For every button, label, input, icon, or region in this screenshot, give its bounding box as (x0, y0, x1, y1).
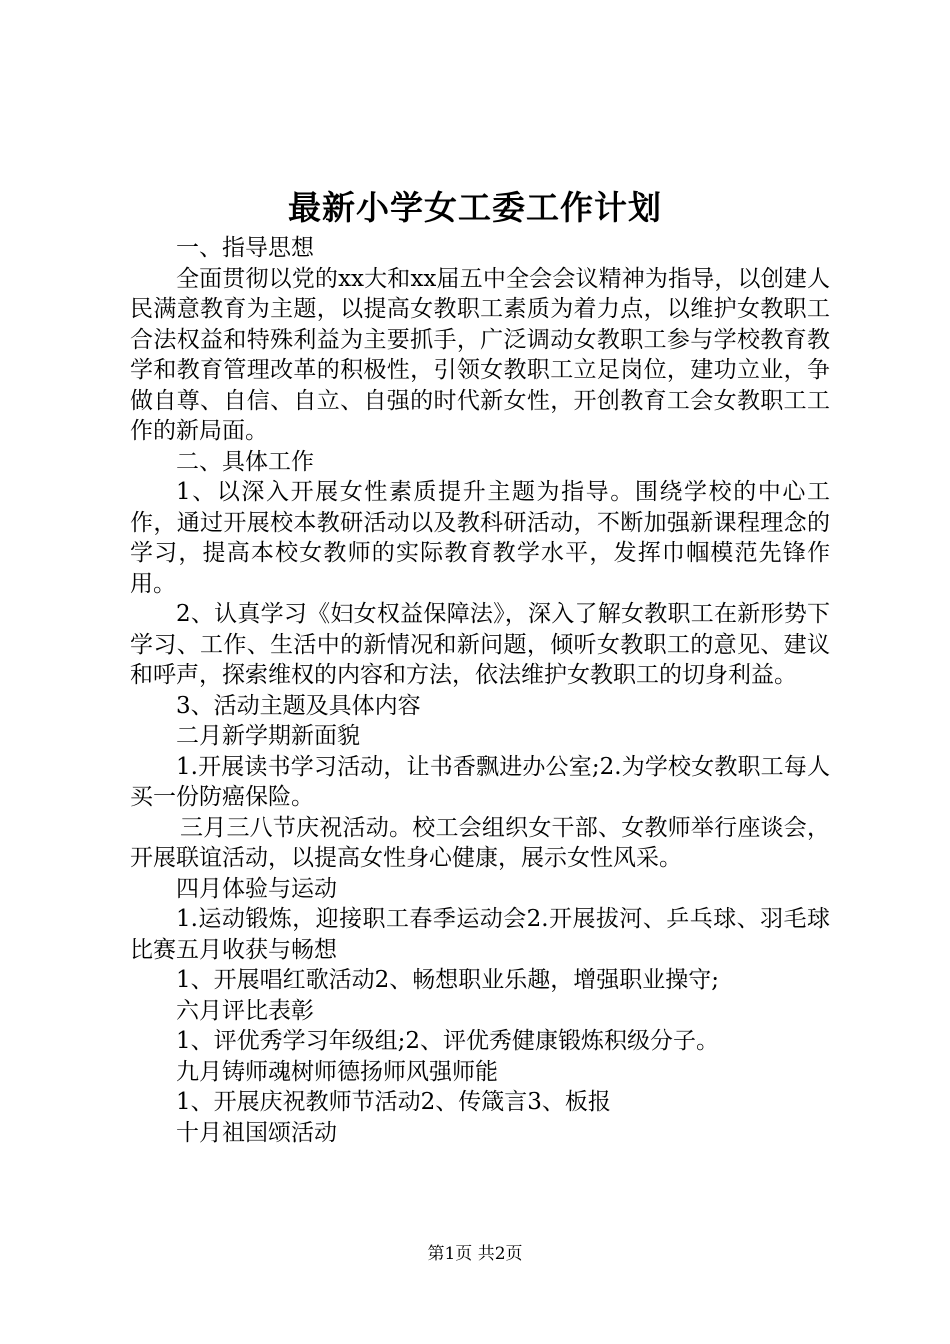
paragraph-june-content: 1、评优秀学习年级组;2、评优秀健康锻炼积级分子。 (176, 1028, 720, 1054)
paragraph-february-content: 1.开展读书学习活动，让书香飘进办公室;2.为学校女教职工每人买一份防癌保险。 (130, 753, 830, 810)
paragraph-september-content: 1、开展庆祝教师节活动2、传箴言3、板报 (176, 1089, 611, 1115)
document-body (130, 233, 830, 1148)
paragraph-work-item-3: 3、活动主题及具体内容 (176, 692, 421, 719)
paragraph-guiding-ideology: 全面贯彻以党的xx大和xx届五中全会会议精神为指导，以创建人民满意教育为主题，以提高女教职工素质为着力点，以维护女教职工合法权益和特殊利益为主要抓手，广泛调动女教职工参与学校教育教学和教育管理改革的积极性，引领女教职工立足岗位，建功立业，争做自尊、自信、自立、自强的时代新女性，开创教育工会女教职工工作的新局面。 (130, 265, 830, 444)
paragraph-april-heading: 四月体验与运动 (176, 875, 337, 902)
paragraph-work-item-2: 2、认真学习《妇女权益保障法》，深入了解女教职工在新形势下学习、工作、生活中的新情况和新问题，倾听女教职工的意见、建议和呼声，探索维权的内容和方法，依法维护女教职工的切身利益。 (130, 601, 830, 688)
document-title: 最新小学女工委工作计划 (288, 188, 662, 227)
paragraph-october-heading: 十月祖国颂活动 (176, 1119, 337, 1146)
paragraph-february-heading: 二月新学期新面貌 (176, 723, 360, 749)
paragraph-work-item-1: 1、以深入开展女性素质提升主题为指导。围绕学校的中心工作，通过开展校本教研活动以及教科研活动，不断加强新课程理念的学习，提高本校女教师的实际教育教学水平，发挥巾帼模范先锋作用。 (130, 479, 830, 597)
paragraph-june-heading: 六月评比表彰 (176, 997, 314, 1024)
paragraph-april-content: 1.运动锻炼，迎接职工春季运动会2.开展拔河、乒乓球、羽毛球比赛五月收获与畅想 (130, 906, 830, 963)
paragraph-march-content: 三月三八节庆祝活动。校工会组织女干部、女教师举行座谈会，开展联谊活动，以提高女性身心健康，展示女性风采。 (130, 814, 830, 871)
section-heading-guiding-ideology: 一、指导思想 (176, 235, 314, 261)
paragraph-september-heading: 九月铸师魂树师德扬师风强师能 (176, 1058, 498, 1085)
page-number-footer: 第1页 共2页 (427, 1244, 523, 1264)
section-heading-specific-work: 二、具体工作 (176, 448, 314, 475)
paragraph-may-content: 1、开展唱红歌活动2、畅想职业乐趣，增强职业操守; (176, 967, 720, 993)
